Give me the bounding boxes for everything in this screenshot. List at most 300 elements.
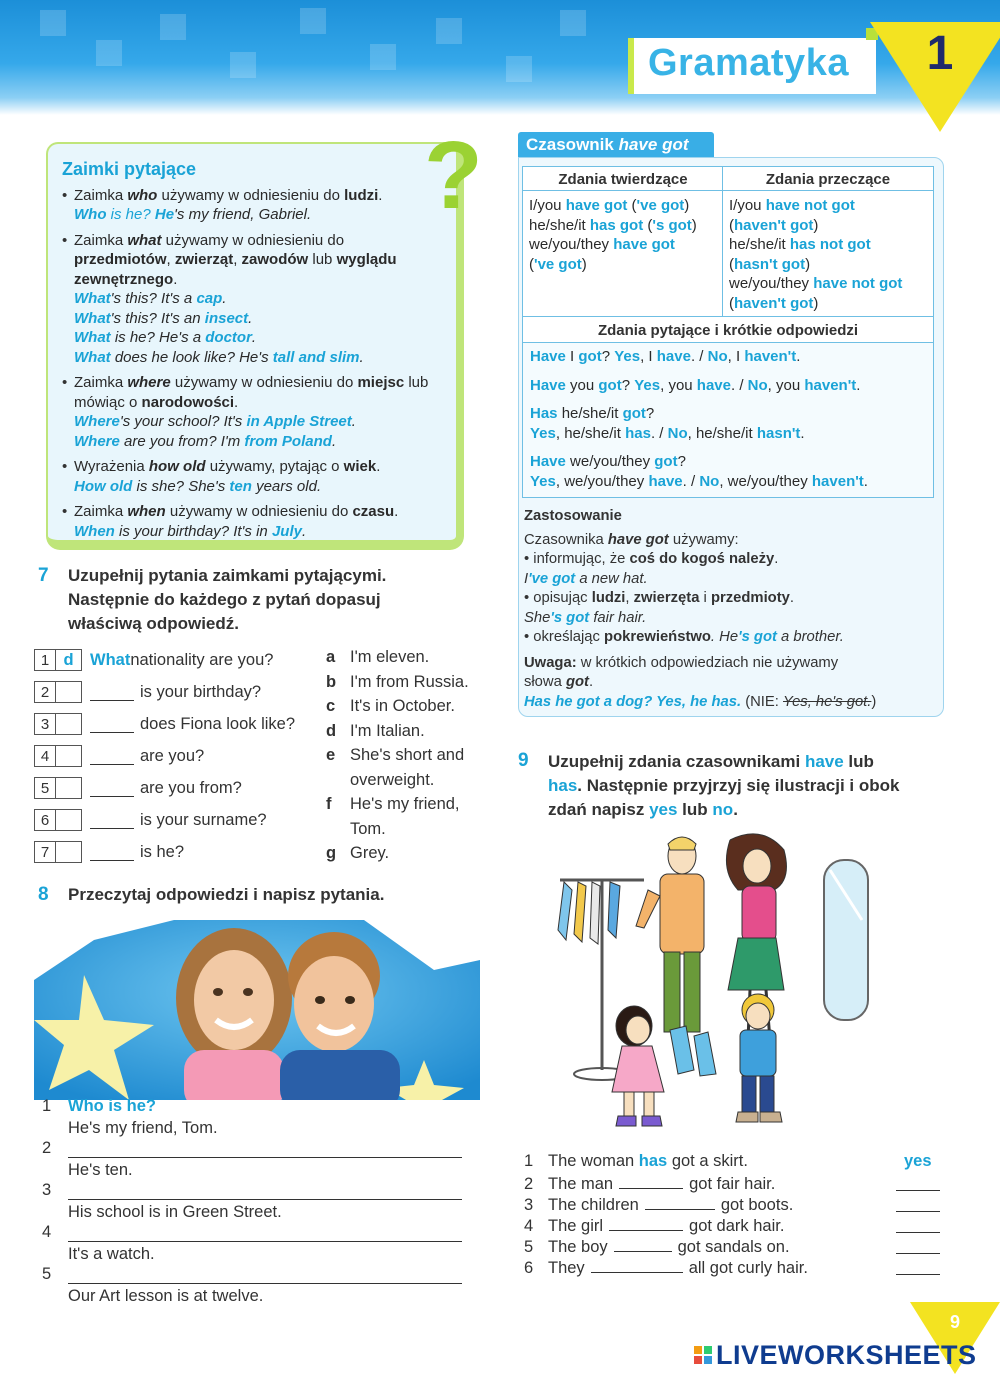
text-run: 's this? It's an [110,309,205,327]
text-run: ten [229,477,252,495]
question-text: is he? [140,842,185,861]
exercise-7-answer [326,719,425,744]
item-number: 1 [42,1097,52,1115]
yes-no-blank[interactable] [896,1236,940,1254]
text-run: He [154,206,175,223]
text-run: from Poland [244,432,332,450]
text-run: . [331,432,337,450]
sentence-start: The woman [548,1152,639,1170]
question-line [530,347,926,367]
example-line [74,432,444,452]
exercise-9-number: 9 [518,750,529,771]
text-run: got [578,348,602,365]
answer-letter: c [326,697,336,715]
question-group [530,376,926,396]
text-run: Yes [530,424,556,442]
instruction-line [548,750,899,774]
text-run: Zaimka [74,503,128,520]
text-run: . [733,800,738,819]
text-run: ( [627,197,637,214]
exercise-8-item [42,1139,472,1181]
given-answer: He's ten. [68,1161,133,1179]
text-run: . [774,551,779,567]
text-run: we/you/they [529,236,614,253]
text-run: lub [843,752,874,771]
text-run: haven't [744,348,797,365]
text-run: have [656,348,691,365]
text-run: używamy w odniesieniu do [170,374,358,391]
example-line [74,348,444,368]
yes-no-blank[interactable] [896,1215,940,1233]
text-run: in Apple Street [246,413,352,430]
text-run: Zaimka [74,374,128,391]
sentence-start: The children [548,1196,639,1214]
answer-letter-box[interactable] [56,713,82,735]
negative-line [729,216,927,236]
text-run: . [359,348,364,366]
question-text: are you? [140,746,205,765]
label-plain: Czasownik [526,135,619,154]
text-run: 've got [534,255,582,273]
text-run: przedmiotów [74,251,167,268]
answer-letter-box[interactable]: d [56,649,82,671]
text-run: ) [813,216,819,234]
text-run: Zaimka [74,186,128,204]
exercise-9-sentence [524,1236,790,1257]
text-run: Has [530,405,558,422]
rule-text [74,186,444,206]
text-run: is he? [106,206,155,223]
text-run: has [625,424,651,442]
question-group [530,404,926,443]
exercise-7-answer [326,792,460,841]
answer-text: I'm eleven. [350,648,430,666]
text-run: have [696,376,731,394]
text-run: he/she/it [557,405,623,422]
pronoun-blank[interactable] [90,747,134,765]
text-run: lub [677,800,713,819]
text-run: has not got [789,236,871,253]
text-run: ) [581,255,587,273]
text-run: ) [684,197,690,214]
rule-text [74,457,444,477]
exercise-8-item [42,1265,472,1307]
page-title: Gramatyka [648,42,849,84]
text-run: Czasownika [524,531,608,548]
text-run: insect [204,309,249,327]
sentence-number: 2 [524,1175,534,1193]
text-run: , we/you/they [719,472,812,490]
text-run: years old. [251,477,322,495]
text-run: czasu [352,503,395,520]
pronoun-blank[interactable] [90,683,134,701]
text-run: wiek [343,458,377,475]
text-run: 's got [652,216,692,234]
text-run: ) [871,693,877,710]
text-run: . [301,522,307,540]
text-run: No [667,424,688,442]
question-text: does Fiona look like? [140,714,296,733]
sentence-end: all got curly hair. [688,1259,808,1277]
text-run: we/you/they [565,453,655,470]
question-mark-icon: ? [424,122,483,229]
answer-letter-box[interactable] [56,777,82,799]
text-run: Where [74,432,120,450]
text-run: haven't got [734,294,814,312]
pronoun-blank[interactable] [90,715,134,733]
grammar-rule-list [62,186,444,542]
verb-blank[interactable] [645,1194,715,1210]
filled-verb: has [638,1152,668,1170]
text-run: I/you [729,197,766,214]
exercise-7-answer [326,694,455,719]
text-run: Where [74,413,120,430]
text-run: lub [308,251,337,268]
question-line [530,452,926,472]
instruction-line: Następnie do każdego z pytań dopasuj [68,590,381,609]
sentence-number: 5 [524,1238,534,1256]
question-number: 2 [34,681,56,703]
verb-blank[interactable] [619,1173,683,1189]
text-run: is he? He's a [110,329,206,346]
exercise-7-question-row [34,712,295,736]
text-run: July [271,522,302,540]
text-run: I [565,348,579,365]
text-run: have not got [765,197,855,214]
sentence-start: They [548,1259,585,1277]
text-run: got [598,376,622,394]
negative-cell [722,190,934,318]
answer-letter: f [326,795,332,813]
negative-line [729,294,927,314]
sentence-start: The man [548,1175,614,1193]
answer-line [326,768,464,793]
grammar-rule-item [62,186,444,225]
text-run: 's got [738,629,777,645]
pronoun-blank[interactable] [90,811,134,829]
text-run: where [127,374,171,391]
text-run: haven't [804,376,857,394]
negative-line [729,274,927,294]
answer-letter: a [326,648,336,666]
answer-text: overweight. [350,770,435,789]
logo-text: LIVEWORKSHEETS [716,1339,977,1370]
question-answer-line[interactable] [68,1199,462,1200]
text-run: używamy w odniesieniu do [161,231,345,249]
sentence-start: The girl [548,1217,604,1235]
negative-line [729,255,927,275]
question-line [530,424,926,444]
text-run: no [712,800,734,819]
text-run: . [856,376,861,394]
text-run: ) [813,294,819,312]
text-run: Yes [614,348,641,365]
text-run: what [127,231,162,249]
text-run: wyglądu zewnętrznego [74,251,397,288]
exercise-7-question-row [34,808,267,832]
exercise-9-sentence [524,1257,808,1278]
yes-no-blank[interactable] [896,1257,940,1275]
text-run: got [565,674,589,690]
text-run: . [251,329,257,346]
text-run: zwierząt [174,251,234,268]
header-banner [0,0,1000,115]
exercise-7-answer [326,743,464,792]
yes-no-blank[interactable] [896,1194,940,1212]
text-run: 's got [550,609,590,626]
family-illustration [552,830,882,1142]
text-run: ? [601,348,615,365]
pronoun-blank[interactable] [90,779,134,797]
exercise-7-question-row [34,840,184,864]
question-number: 4 [34,745,56,767]
text-run: How old [74,477,133,495]
text-run: No [707,348,728,365]
question-line [530,376,926,396]
given-answer: It's a watch. [68,1245,155,1263]
text-run: . [789,590,795,606]
text-run: ludzi [591,590,626,606]
text-run: ( [643,216,653,234]
text-run: Yes [530,472,556,490]
text-run: has got [589,216,644,234]
answer-letter-box[interactable] [56,745,82,767]
exercise-7-question-row [34,680,261,704]
text-run: have got [565,197,628,214]
text-run: cap [196,290,223,307]
exercise-8-instruction: Przeczytaj odpowiedzi i napisz pytania. [68,885,385,904]
text-run: Have [530,376,566,394]
text-run: When [74,522,115,540]
yes-no-blank[interactable] [896,1173,940,1191]
instruction-line [548,798,899,822]
answer-line [326,817,460,842]
answer-letter-box[interactable] [56,809,82,831]
given-answer: His school is in Green Street. [68,1203,282,1221]
text-run: have got [607,531,669,548]
item-number: 3 [42,1181,52,1199]
question-number: 1 [34,649,56,671]
text-run: i [699,590,711,606]
affirmative-cell [522,190,724,318]
text-run: . [394,503,399,520]
text-run: . [863,472,868,490]
answer-text: It's in October. [350,697,455,715]
text-run: ) [805,255,811,273]
text-run: . / [690,348,708,365]
usage-line [524,531,934,551]
text-run: , he/she/it [687,424,757,442]
question-text: are you from? [140,778,242,797]
text-run: has [548,776,578,795]
text-run: używamy w odniesieniu do [157,186,345,204]
text-run: ludzi [344,186,379,204]
text-run: zawodów [241,251,309,268]
text-run: have [648,472,683,490]
question-number: 6 [34,809,56,831]
answer-letter: g [326,844,337,862]
text-run: . [588,674,594,690]
negative-line [729,235,927,255]
answer-line [326,670,469,695]
item-number: 4 [42,1223,52,1241]
text-run: is your birthday? It's in [114,522,272,540]
pronoun-blank[interactable] [90,843,134,861]
text-run: ? [645,405,655,422]
text-run: who [127,186,158,204]
text-run: . He [710,629,739,645]
affirmative-line [529,196,717,216]
text-run: What [74,290,111,307]
text-run: słowa [524,674,566,690]
text-run: What [74,329,111,346]
text-run: ( [529,255,534,273]
item-number: 5 [42,1265,52,1283]
exercise-7-question-row [34,744,204,768]
usage-line [524,570,934,590]
verb-blank[interactable] [609,1215,683,1231]
text-run: Who [74,206,107,223]
text-run: does he look like? He's [110,348,273,366]
questions-cell [522,342,934,498]
question-answer-line[interactable] [68,1283,462,1284]
usage-line [524,550,934,570]
answer-line [326,694,455,719]
text-run: when [127,503,166,520]
example-line [74,309,444,329]
text-run: . / [682,472,700,490]
answer-text: I'm Italian. [350,721,425,740]
question-line [530,472,926,492]
grammar-rule-item [62,373,444,451]
exercise-8-number: 8 [38,884,49,905]
sentence-start: The boy [548,1238,608,1256]
text-run: have not got [813,275,903,292]
given-answer: Our Art lesson is at twelve. [68,1287,264,1305]
text-run: , [166,251,175,268]
table-header-questions: Zdania pytające i krótkie odpowiedzi [522,316,934,344]
exercise-9-sentence [524,1173,775,1194]
page-number: 9 [949,1312,960,1332]
answer-text: I'm from Russia. [350,672,469,691]
text-run: Uwaga: [524,654,577,671]
example-line [74,205,444,225]
question-line [530,404,926,424]
rule-text [74,231,444,290]
text-run: ( [729,255,734,273]
have-got-label [518,132,714,158]
usage-line [524,589,934,609]
text-run: , you [660,376,697,394]
text-run: we/you/they [729,275,814,292]
text-run: I/you [529,197,566,214]
title-box [628,38,876,94]
text-run: What [74,309,111,327]
text-run: haven't [811,472,864,490]
answer-text: Grey. [350,844,390,862]
text-run: fair hair. [589,609,647,626]
question-answer-line[interactable] [68,1241,462,1242]
exercise-7-question-row [34,648,273,672]
text-run: zdań napisz [548,800,650,819]
grammar-box-interrogative-pronouns [46,122,483,550]
text-run: tall and slim [272,348,360,366]
exercise-9-instruction [548,750,899,822]
text-run: he/she/it [729,236,790,253]
filled-pronoun: What [90,650,131,669]
verb-blank[interactable] [591,1257,683,1273]
question-group [530,452,926,491]
sentence-end: got boots. [720,1196,794,1214]
usage-lines [524,531,934,648]
text-run: Yes, he's got. [783,693,872,710]
text-run: got [654,453,678,470]
grammar-rule-item [62,457,444,496]
sentence-number: 4 [524,1217,534,1235]
answer-line [326,645,429,670]
text-run: ( [729,294,734,312]
exercise-7-answer [326,841,389,866]
text-run: a new hat. [575,570,648,587]
affirmative-line [529,255,717,275]
answer-line [326,841,389,866]
text-run: , [233,251,242,268]
answer-text: Tom. [350,819,386,838]
sentence-end: got sandals on. [677,1238,790,1256]
text-run: , I [640,348,657,365]
note-line [524,654,934,674]
text-run: doctor [205,329,252,346]
exercise-7-answer [326,645,429,670]
exercise-8-item [42,1097,472,1139]
exercise-7-number: 7 [38,565,49,586]
text-run: coś do kogoś należy [629,551,775,567]
text-run: haven't got [734,216,814,234]
text-run: ? [677,453,686,470]
item-number: 2 [42,1139,52,1157]
rule-text [74,502,444,522]
exercise-9-sentence [524,1215,784,1236]
text-run: yes [649,800,678,819]
text-run: lub mówiąc o [74,374,429,411]
instruction-line: właściwą odpowiedź. [68,614,239,633]
affirmative-line [529,235,717,255]
question-answer-line[interactable] [68,1157,462,1158]
usage-section [524,507,934,712]
text-run: . [378,186,383,204]
text-run: he/she/it [529,216,590,234]
example-line [74,328,444,348]
text-run: you [565,376,599,394]
answer-letter: e [326,746,336,764]
question-number: 5 [34,777,56,799]
question-number: 7 [34,841,56,863]
text-run: are you from? I'm [119,432,245,450]
text-run: • opisując [524,590,592,606]
question-text: is your surname? [140,810,267,829]
answer-letter-box[interactable] [56,681,82,703]
text-run: hasn't [756,424,801,442]
text-run: 've got [636,197,685,214]
text-run: . [351,413,356,430]
text-run: używamy, pytając o [205,458,344,475]
text-run: , I [727,348,745,365]
filled-question: Who is he? [68,1097,156,1115]
text-run: miejsc [357,374,405,391]
verb-blank[interactable] [614,1236,672,1252]
answer-letter-box[interactable] [56,841,82,863]
question-text: nationality are you? [130,650,274,669]
